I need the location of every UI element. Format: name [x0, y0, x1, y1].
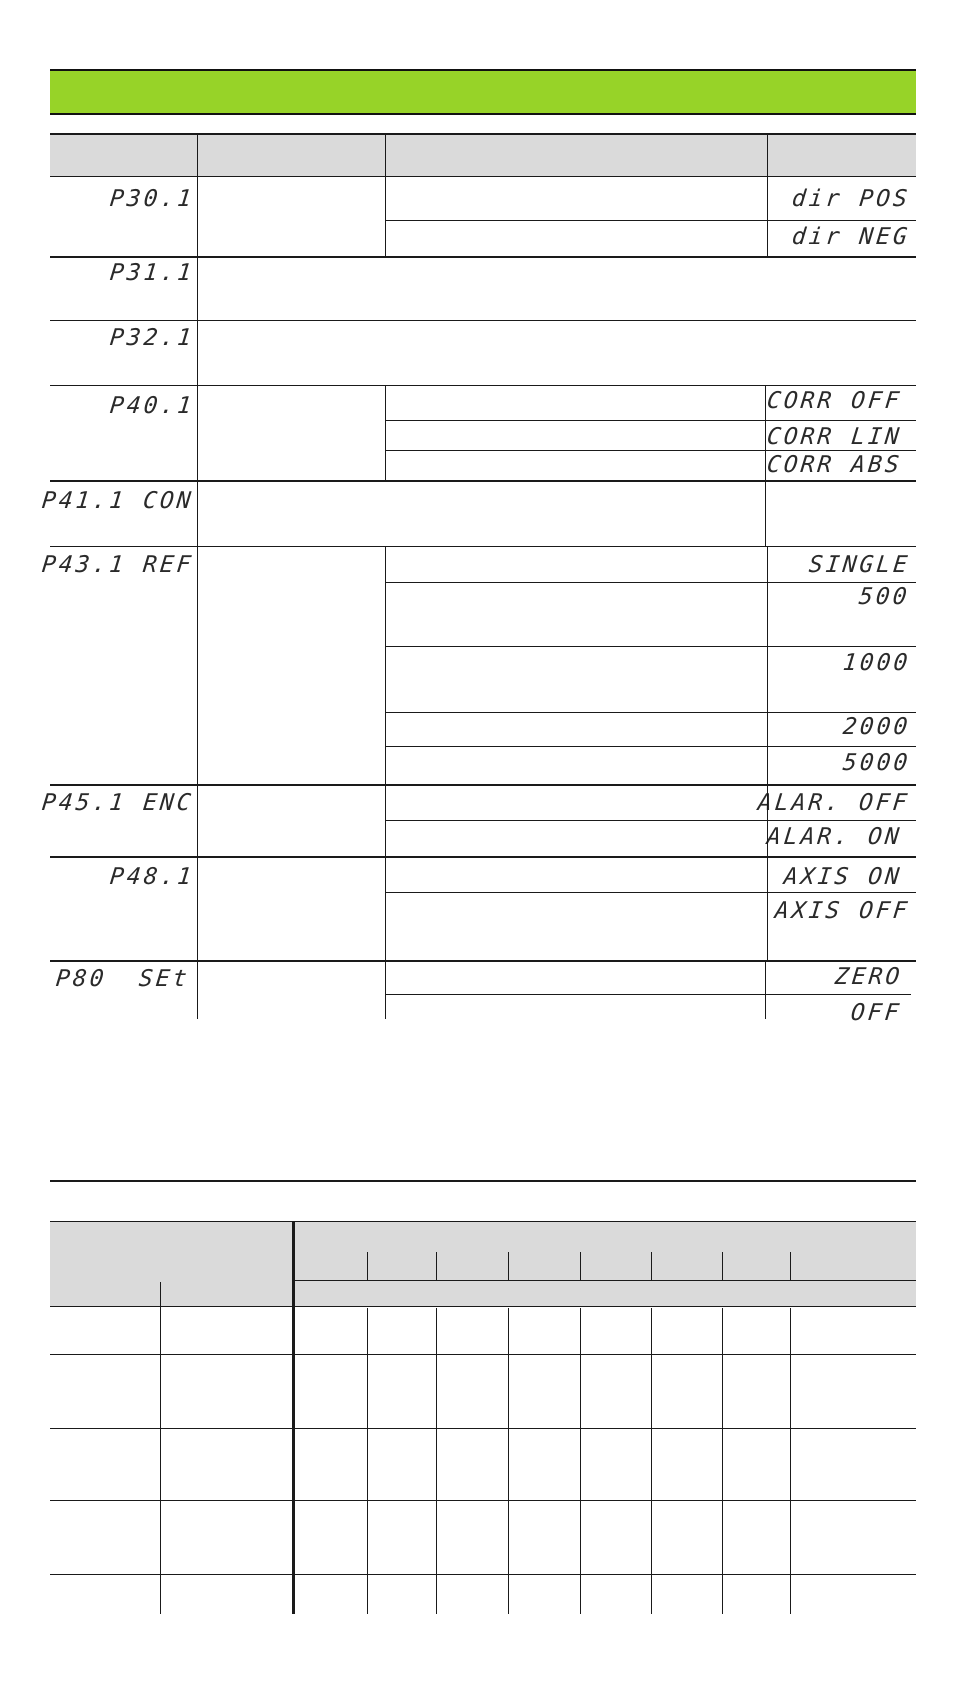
display-value: AXIS OFF [773, 898, 912, 924]
param-code: P30.1 [108, 186, 196, 212]
display-value: dir POS [790, 186, 912, 212]
display-value: 5000 [841, 750, 912, 776]
param-code: P41.1 CON [41, 488, 196, 514]
display-value: ALAR. OFF [757, 790, 912, 816]
section-banner [50, 69, 916, 115]
display-value: OFF [850, 1000, 904, 1026]
display-value: 500 [858, 584, 912, 610]
table-header-row [50, 134, 916, 176]
display-value: 2000 [841, 714, 912, 740]
param-code: P31.1 [108, 260, 196, 286]
display-value: CORR ABS [765, 452, 904, 478]
display-value: AXIS ON [782, 864, 904, 890]
display-value: dir NEG [790, 224, 912, 250]
display-value: CORR LIN [765, 424, 904, 450]
display-value: SINGLE [807, 552, 912, 578]
display-value: 1000 [841, 650, 912, 676]
display-value: ZERO [833, 964, 904, 990]
pin-table-header [50, 1222, 916, 1306]
param-code: P43.1 REF [41, 552, 196, 578]
param-code: P48.1 [108, 864, 196, 890]
display-value: ALAR. ON [765, 824, 904, 850]
param-code: P80 [54, 966, 108, 992]
display-value: CORR OFF [765, 388, 904, 414]
param-code: P45.1 ENC [41, 790, 196, 816]
param-code: P32.1 [108, 325, 196, 351]
param-code-suffix: SEt [138, 966, 192, 992]
param-code: P40.1 [108, 393, 196, 419]
